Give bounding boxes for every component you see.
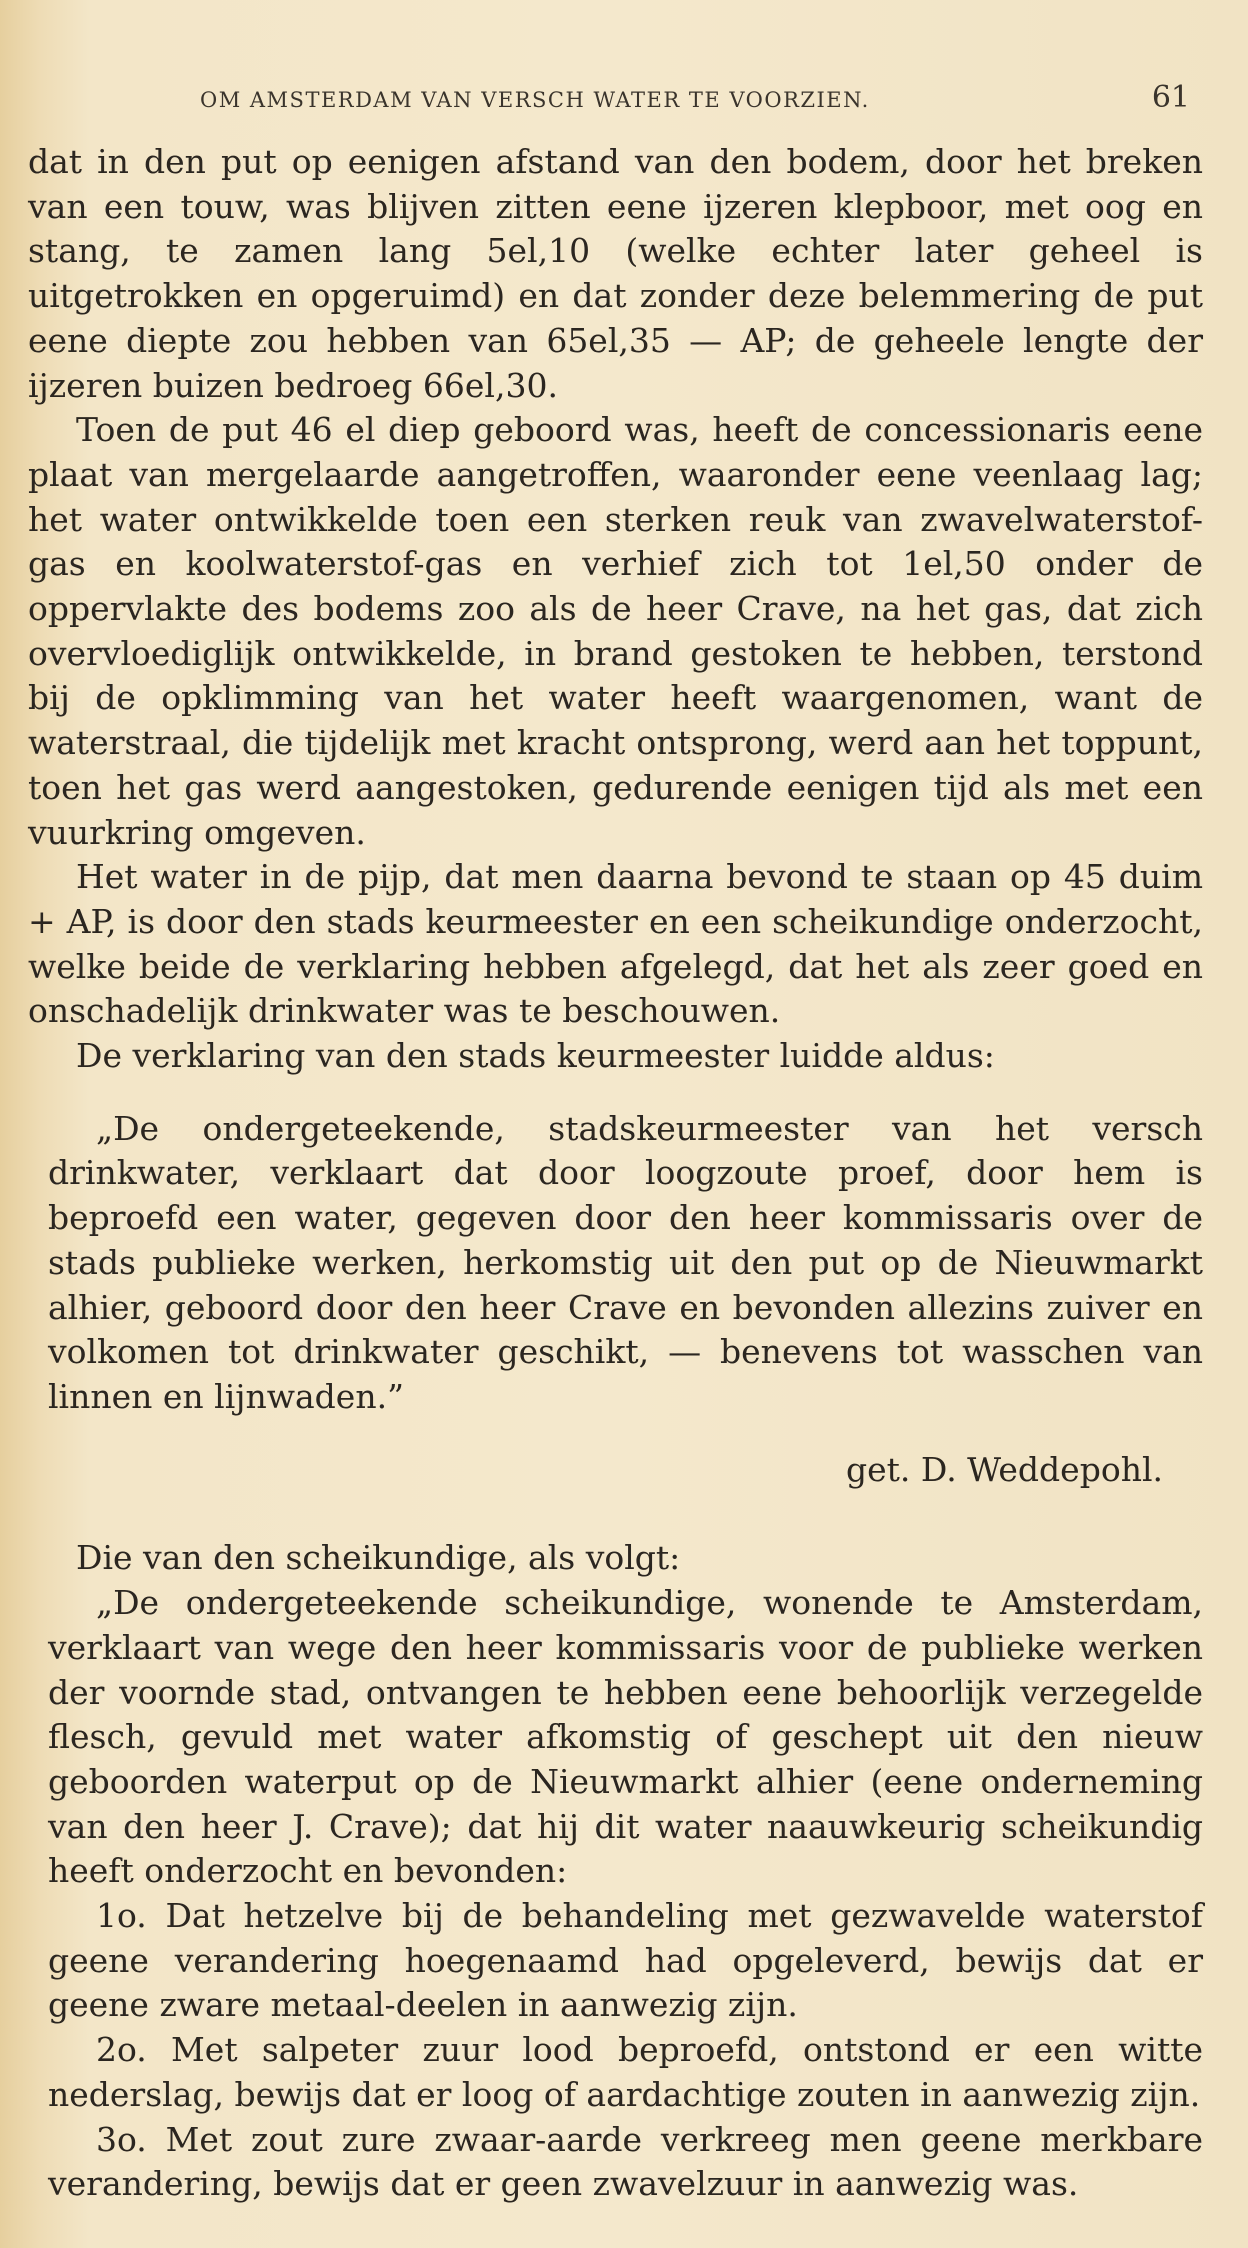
- chemist-declaration: [28, 1581, 1203, 2207]
- paragraph-1: dat in den put op eenigen afstand van den bodem, door het breken van een touw, was blijven zitten eene ijzeren klepboor, met oog en stang, te zamen lang 5el,10 (welke echter later geheel is uitgetrokken en opgeruimd) en dat zonder deze belemmering de put eene diepte zou hebben van 65el,35 — AP; de geheele lengte der ijzeren buizen bedroeg 66el,30.: [28, 142, 1203, 405]
- paragraph-2: Toen de put 46 el diep geboord was, heeft de concessionaris eene plaat van mergelaarde aangetroffen, waaronder eene veenlaag lag; het water ontwikkelde toen een sterken reuk van zwavelwaterstof-gas en koolwaterstof-gas en verhief zich tot 1el,50 onder de oppervlakte des bodems zoo als de heer Crave, na het gas, dat zich overvloediglijk ontwikkelde, in brand gestoken te hebben, terstond bij de opklimming van het water heeft waargenomen, want de waterstraal, die tijdelijk met kracht ontsprong, werd aan het toppunt, toen het gas werd aangestoken, gedurende eenigen tijd als met een vuurkring omgeven.: [28, 410, 1203, 852]
- chemist-intro: „De ondergeteekende scheikundige, wonende te Amsterdam, verklaart van wege den heer kommissaris voor de publieke werken der voornde stad, ontvangen te hebben eene behoorlijk verzegelde flesch, gevuld met water afkomstig of geschept uit den nieuw geboorden waterput op de Nieuwmarkt alhier (eene onderneming van den heer J. Crave); dat hij dit water naauwkeurig scheikundig heeft onderzocht en bevonden:: [48, 1583, 1203, 1891]
- paragraph-3: Het water in de pijp, dat men daarna bevond te staan op 45 duim + AP, is door den stads keurmeester en een scheikundige onderzocht, welke beide de verklaring hebben afgelegd, dat het als zeer goed en onschadelijk drinkwater was te beschouwen.: [28, 857, 1203, 1031]
- running-title: OM AMSTERDAM VAN VERSCH WATER TE VOORZIEN.: [200, 88, 870, 112]
- body-text: [28, 140, 1203, 2207]
- finding-item: 3o. Met zout zure zwaar-aarde verkreeg men geene merkbare verandering, bewijs dat er geen zwavelzuur in aanwezig was.: [48, 2119, 1203, 2204]
- spacer: [48, 1420, 1203, 1448]
- inspector-signature: get. D. Weddepohl.: [846, 1449, 1163, 1489]
- spacer: [28, 1079, 1203, 1107]
- paragraph-4: De verklaring van den stads keurmeester luidde aldus:: [76, 1036, 995, 1076]
- paragraph-5: Die van den scheikundige, als volgt:: [76, 1538, 681, 1578]
- spacer: [28, 1492, 1203, 1536]
- finding-item: 2o. Met salpeter zuur lood beproefd, ontstond er een witte nederslag, bewijs dat er loog of aardachtige zouten in aanwezig zijn.: [48, 2030, 1203, 2114]
- page-header: [200, 80, 1190, 120]
- inspector-quote: „De ondergeteekende, stadskeurmeester van het versch drinkwater, verklaart dat door loogzoute proef, door hem is beproefd een water, gegeven door den heer kommissaris over de stads publieke werken, herkomstig uit den put op de Nieuwmarkt alhier, geboord door den heer Crave en bevonden allezins zuiver en volkomen tot drinkwater geschikt, — benevens tot wasschen van linnen en lijnwaden.”: [48, 1108, 1203, 1416]
- finding-item: 1o. Dat hetzelve bij de behandeling met gezwavelde waterstof geene verandering hoegenaamd had opgeleverd, bewijs dat er geene zware metaal-deelen in aanwezig zijn.: [48, 1896, 1203, 2025]
- inspector-declaration: [28, 1107, 1203, 1493]
- page-number: 61: [1151, 80, 1190, 115]
